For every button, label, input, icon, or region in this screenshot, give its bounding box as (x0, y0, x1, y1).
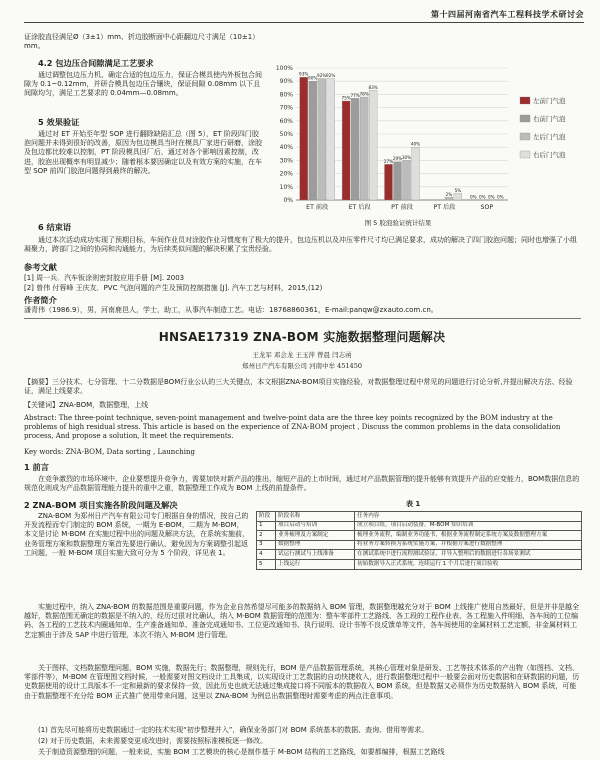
table-header: 任务内容 (355, 512, 582, 522)
journal-name: 第十四届河南省汽车工程科技学术研讨会 (431, 9, 584, 19)
bar (309, 81, 317, 200)
table-cell: 成立项目组，项目启动装备，M-BOM 知识培训 (355, 521, 582, 531)
author-bio-heading: 作者简介 (24, 295, 57, 305)
legend-swatch (520, 151, 530, 158)
section-heading: 4.2 包边压合间隙满足工艺要求 (38, 58, 154, 68)
abstract-cn: 【摘要】三分技术、七分管理、十二分数据是BOM行业公认的三大关键点，本文根据ZNA-BOM项目实施经验，对数据整理过程中常见的问题进行讨论分析,并提出解决方法、经验证，满足上线要求。 (24, 378, 573, 396)
paragraph: 关于图样、文档数据整理问题，BOM 实施，数据先行；数据整理，规则先行，BOM 是产品数据管理系统，其核心管理对象是研发、工艺等技术体系的产出物（如图档、文档、零部件等），M-BOM 在管理围文档时候，一般需要对图文档设计工具集成，以实现设计工艺数据的自动快捷收入，进行数据整理过程中一般要会面对历史数据和在研数据的问题，历史数据使用的设计工具版本不一定和最新的要求保持一致，因此历史也就无法通过集成接口将不同版本的数据收入 BOM 系统，但是数据又必须作为历史数据纳入 BOM 系统，可能由于数据整理不充分给 BOM 正式推广使用带来问题，这里以 ZNA-BOM 为例总出数据整理时需要考虑的两点注意事项。 (24, 664, 580, 700)
section-heading: 6 结束语 (38, 222, 72, 232)
x-tick-label: PT 前段 (391, 204, 413, 211)
bar (351, 98, 359, 200)
data-label: 92% (317, 73, 327, 79)
data-label: 0% (496, 194, 504, 200)
table-cell: 将业务方案转换为系统实施方案，并根据方案进行数据整理 (355, 540, 582, 550)
table-caption: 表 1 (406, 500, 421, 508)
data-label: 75% (341, 95, 351, 101)
section-heading: 1 前言 (24, 462, 49, 472)
references-heading: 参考文献 (24, 262, 57, 272)
section-heading: 5 效果验证 (38, 117, 80, 127)
reference-item: [1] 周一兵．汽车钣涂则密封胶应用手册 [M]. 2003 (24, 274, 185, 282)
table-header-row (257, 512, 582, 522)
data-label: 40% (410, 141, 421, 147)
y-tick-label: 30% (279, 157, 293, 165)
data-label: 29% (392, 156, 403, 162)
data-label: 83% (368, 84, 378, 90)
y-tick-label: 70% (279, 104, 293, 112)
table-cell: 1 (257, 521, 276, 531)
data-label: 0% (487, 194, 495, 200)
paragraph: 通过对 ET 开始至年型 SOP 进行翻除缺陷汇总（图 5），ET 阶段四门胶泡问题并未得到很好的改善，原因为包边模具当时在模具厂家进行研磨，涂胶及包边都比较难以控制，PT 阶段模具回厂后，通过对各个影响因素控制，改进，胶泡出现概率有明显减少；随着根本要因确定以及有效方案的实施，在车型 SOP 前四门胶泡问题得到最终的解决。 (24, 130, 262, 175)
bar (300, 77, 308, 200)
y-tick-label: 100% (275, 65, 293, 72)
table-cell: 业务梳理及方案制定 (276, 531, 355, 541)
table-cell: 试运行测试与上线准备 (276, 550, 355, 560)
list-item: (2) 对于历史数据，未来需要变更或改进时，需要按照标准模板逐一修改。 (38, 737, 268, 745)
table-cell: 4 (257, 550, 276, 560)
table-header: 阶段名称 (276, 512, 355, 522)
list-item: (1) 首先尽可能将历史数据通过一定的技术实现“初步整理并入”，确保业务部门对 BOM 系统基本的数据、查询、借用等需求。 (38, 726, 429, 734)
data-label: 93% (299, 71, 309, 77)
bar (454, 193, 462, 200)
figure-5 (268, 60, 588, 230)
table-cell: 2 (257, 531, 276, 541)
table-cell: 在测试系统中进行流程测试验证，并导入整理后的数据进行各场景测试 (355, 550, 582, 560)
table-row (257, 531, 582, 541)
bar (403, 160, 411, 200)
keywords-en: Key words: ZNA-BOM, Data sorting , Launching (24, 448, 195, 456)
running-header (24, 8, 584, 23)
abstract-en: Abstract: The three-point technique, seven-point management and twelve-point data are the three key points recognized by the BOM industry at the problems of high residual stress. This article is based on the experience of ZNA-BOM project , Discuss the common problems in the data consolidation process, And propose a solution, It meet the requirements. (24, 414, 561, 441)
y-tick-label: 80% (279, 91, 293, 99)
data-label: 0% (469, 194, 477, 200)
bar (445, 197, 453, 200)
table-cell: 上线运行 (276, 559, 355, 569)
data-label: 30% (401, 154, 412, 160)
table-cell: 初始数据导入正式系统，连续运行 1 个月后进行项目验收 (355, 559, 582, 569)
bar (394, 162, 402, 200)
section-heading: 2 ZNA-BOM 项目实施各阶段问题及解决 (24, 500, 178, 510)
table-cell: 5 (257, 559, 276, 569)
table-cell: 项目启动与培训 (276, 521, 355, 531)
implementation-paragraph: ZNA-BOM 为郑州日产汽车有限公司专门根据自身的情况，按自己的开发流程而专门制定的 BOM 系统，一期为 E-BOM，二期为 M-BOM，本文是讨论 M-BOM 在实施过程中出的问题及解决方法，在系统实施前，业务管理方案和数据整理方案首先要进行确认，避免因为方案调整引起返工问题，一般 M-BOM 项目实施大致可分为 5 个阶段，详见表 1。 (24, 512, 249, 557)
x-tick-label: SOP (480, 204, 494, 211)
paragraph: 通过调整包边压力机、确定合适的包边压力，保证合模具使内外板包合间隙为 0.1~0.12mm，并研合模具包边压合镶块，保证间隙 0.08mm 以下且间隙均匀，满足工艺要求的 0.04mm—0.08mm。 (24, 71, 262, 98)
intro-paragraph: 在竞争激烈的市场环境中，企业要想提升竞争力，需要加快对新产品的推出，缩短产品的上市时间，通过对产品数据管理的提升能够有效提升产品的应变能力，BOM数据信息的规范化则成为产品数据管理能力提升的重中之重，数据整理工作成为 BOM 上线的前提条件。 (24, 475, 580, 493)
reference-item: [2] 曾伟 付蓉峰 王庆友．PVC 气泡问题的产生及预防控制措施 [J]. 汽车工艺与材料，2015,(12) (24, 284, 323, 292)
data-label: 2% (445, 191, 453, 197)
author-bio: 潘青伟（1986.9），男，河南鹿邑人，学士，助工，从事汽车制造工艺。电话：18768860361，E-mail:panqw@zxauto.com.cn。 (24, 306, 438, 314)
figure-caption: 图 5 胶泡验证统计结果 (364, 219, 432, 227)
table-row (257, 540, 582, 550)
legend-label: 左后门气泡 (533, 133, 566, 141)
legend-swatch (520, 115, 530, 122)
bar (385, 164, 393, 200)
legend-swatch (520, 97, 530, 104)
bar (327, 79, 335, 200)
data-label: 27% (383, 158, 394, 164)
paragraph: 证涂胶直径满足Ø（3±1）mm、折边胶断面中心距翻边尺寸满足（10±1）mm。 (24, 33, 260, 51)
y-tick-label: 90% (279, 78, 293, 86)
bar (369, 90, 377, 200)
x-tick-label: PT 后段 (433, 204, 456, 211)
table-cell: 3 (257, 540, 276, 550)
table-row (257, 521, 582, 531)
data-label: 77% (350, 92, 360, 98)
article-title: HNSAE17319 ZNA-BOM 实施数据整理问题解决 (158, 330, 446, 344)
affiliation: 郑州日产汽车有限公司 河南中牟 451450 (242, 362, 362, 370)
data-label: 78% (359, 91, 369, 97)
y-tick-label: 10% (279, 183, 293, 191)
data-label: 90% (308, 75, 318, 81)
table-header: 阶段 (257, 512, 276, 522)
y-tick-label: 60% (279, 117, 293, 125)
legend-label: 右前门气泡 (533, 115, 566, 123)
table-cell: 数据整理 (276, 540, 355, 550)
bar (412, 147, 420, 200)
conclusion-paragraph: 通过本次活动成功实现了预期目标，车间作业员对涂胶作业习惯度有了极大的提升，包边压机以及冲压零件尺寸均已满足要求，成功的解决了四门胶泡问题；同时也增强了小组凝聚力，跨部门之间的协同和沟通能力，为后续类似问题的解决积累了宝贵经验。 (24, 236, 577, 254)
legend-label: 右后门气泡 (533, 151, 566, 159)
bar (318, 79, 326, 200)
phase-table (256, 511, 582, 570)
x-tick-label: ET 后段 (348, 204, 371, 211)
y-tick-label: 20% (279, 170, 293, 178)
y-tick-label: 40% (279, 144, 293, 152)
x-tick-label: ET 前段 (306, 204, 329, 211)
legend-swatch (520, 133, 530, 140)
bar-chart (268, 60, 588, 218)
divider (24, 318, 581, 319)
data-label: 5% (454, 187, 462, 193)
y-tick-label: 0% (283, 197, 293, 204)
bar (342, 101, 350, 200)
legend-label: 左前门气泡 (533, 97, 566, 105)
table-row (257, 559, 582, 569)
bar (360, 97, 368, 200)
paragraph: 关于制造资源整理的问题，一般来说，实施 BOM 工艺模块的核心是制作基于 M-BOM 结构的工艺路线，如要都编排，根据工艺路线 (38, 748, 445, 756)
keywords-cn: 【关键词】ZNA-BOM，数据整理，上线 (24, 401, 149, 409)
table-row (257, 550, 582, 560)
y-tick-label: 50% (279, 131, 293, 138)
table-cell: 梳理业务流程，编制业务功能书，根据业务流程制定系统方案及数据整理方案 (355, 531, 582, 541)
authors: 王龙军 邓会龙 王玉萍 曾晨 闫志函 (252, 351, 352, 359)
data-label: 0% (478, 194, 486, 200)
paragraph: 实施过程中，纳入 ZNA-BOM 的数据范围是重要问题，作为企业自然希望尽可能多的数据纳入 BOM 管理，数据整理越充分对于 BOM 上线推广使用自然最好，但是并非是越全越好，数据范围无确定的数据是不纳入的，经历过很对比确认，纳入 M-BOM 数据管理的范围为：整车零部件工艺路线、各工段的工程作业表、各工程施入件明细、各车间的工位编码、各工程的工艺技术内圈通知单、生产准备通知单、准备完成通知书、工位更改通知书、执行说明、设计书等不良反馈单等文件，各车间使用的金属材料工艺定额、非金属材料工艺定额由于涉及 SAP 中进行管理，本次不纳入 M-BOM 进行管理。 (24, 603, 579, 639)
data-label: 92% (326, 73, 336, 79)
